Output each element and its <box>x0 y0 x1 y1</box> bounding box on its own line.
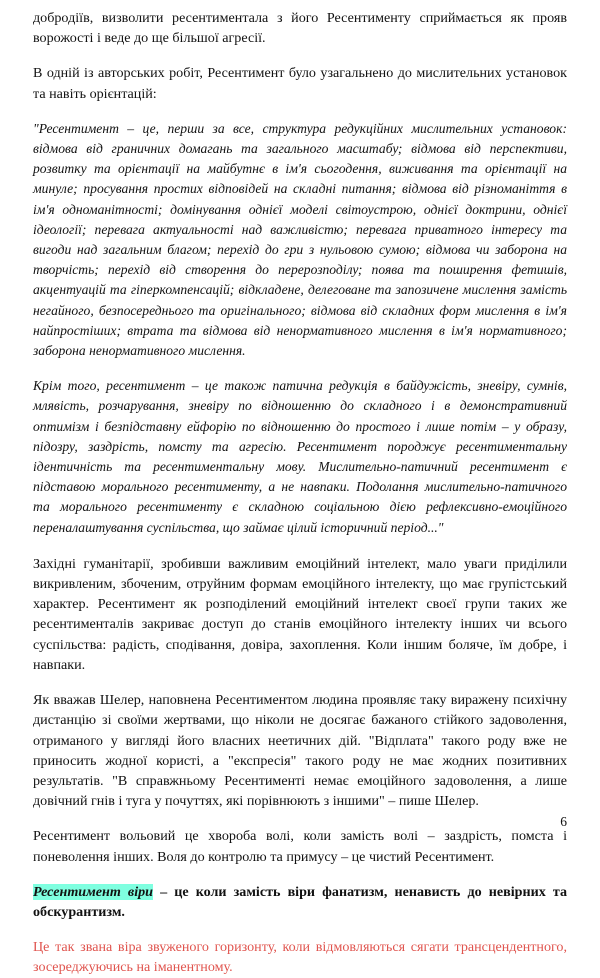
paragraph-western-humanities: Західні гуманітарії, зробивши важливим емоційний інтелект, мало уваги приділили викривленим, збоченим, отруйним формам емоційного інтелекту, що має групістський характер. Ресентимент як розподілений емоційний інтелект своєї групи таких же ресентименталів закриває доступ до станів емоційного інтелекту інших чи всього суспільства: радість, сподівання, довіра, захоплення. Коли іншим боляче, їм добре, і навпаки. <box>33 555 567 673</box>
paragraph-continuation: добродіїв, визволити ресентиментала з його Ресентименту сприймається як прояв ворожості і веде до ще більшої агресії. <box>33 10 567 47</box>
paragraph-volitional-ressentiment: Ресентимент вольовий це хвороба волі, коли замість волі – заздрість, помста і поневолення інших. Воля до контролю та примусу – це чистий Ресентимент. <box>33 828 567 865</box>
paragraph-intro-quote: В одній із авторських робіт, Ресентимент було узагальнено до мислительних установок та навіть орієнтацій: <box>33 65 567 102</box>
page-number: 6 <box>560 814 567 829</box>
paragraph-faith-ressentiment <box>33 882 567 922</box>
faith-ressentiment-definition: – це коли замість віри фанатизм, ненависть до невірних та обскурантизм. <box>33 883 567 920</box>
paragraph-scheler: Як вважав Шелер, наповнена Ресентиментом людина проявляє таку виражену психічну дистанцію зі своїми жертвами, що ніколи не досягає бажаного стійкого задоволення, отриманого у вигляді його власних неетичних дій. "Відплата" такого роду вже не приносить жодної користі, а "експресія" такого роду не має жодних позитивних результатів. "В справжньому Ресентименті немає емоційного задоволення, а лише довічний гнів і туга у почуттях, які порівнюють з іншими" – пише Шелер. <box>33 692 567 810</box>
paragraph-narrow-horizon-faith: Це так звана віра звуженого горизонту, коли відмовляються сягати трансцендентного, зосереджуючись на іманентному. <box>33 939 567 976</box>
blockquote-part-one: "Ресентимент – це, перши за все, структура редукційних мислительних установок: відмова від граничних домагань та загального масштабу; відмова від перспективи, розвитку та орієнтації на майбутнє в ім'я сьогодення, виживання та орієнтації на минуле; просування простих відповідей на складні питання; відмова від різноманіття в ім'я одноманітності; домінування однієї моделі світоустрою, однієї доктрини, однієї ідеології; перевага актуальності над важливістю; перевага приватного інтересу та вигоди над загальним благом; перехід до гри з нульовою сумою; відмова чи заборона на творчість; перехід від створення до перерозподілу; поява та поширення фетишів, акцентуацій та гіперкомпенсацій; відкладене, делеговане та запозичене мислення замість негайного, безпосереднього та оригінального; відмова від складних форм мислення в ім'я найпростіших; втрата та відмова від ненормативного мислення в ім'я нормативного; заборона ненормативного мислення. <box>33 120 567 359</box>
blockquote-part-two: Крім того, ресентимент – це також патична редукція в байдужість, зневіру, сумнів, млявість, розчарування, зневіру по відношенню до складного і в демонстративний оптимізм і безпідставну ейфорію по відношенню до простого і лише потім – у образу, підозру, заздрість, помсту та агресію. Ресентимент породжує ресентиментальну ідентичність та ресентиментальну мову. Мислительно-патичний ресентимент є підставою морального ресентименту, а не навпаки. Подолання мислительно-патичного та морального ресентименту є складною соціальною дією рефлексивно-емоційного переналаштування суспільства, що займає цілий історичний період..." <box>33 378 567 535</box>
highlighted-term: Ресентимент віри <box>33 883 154 900</box>
